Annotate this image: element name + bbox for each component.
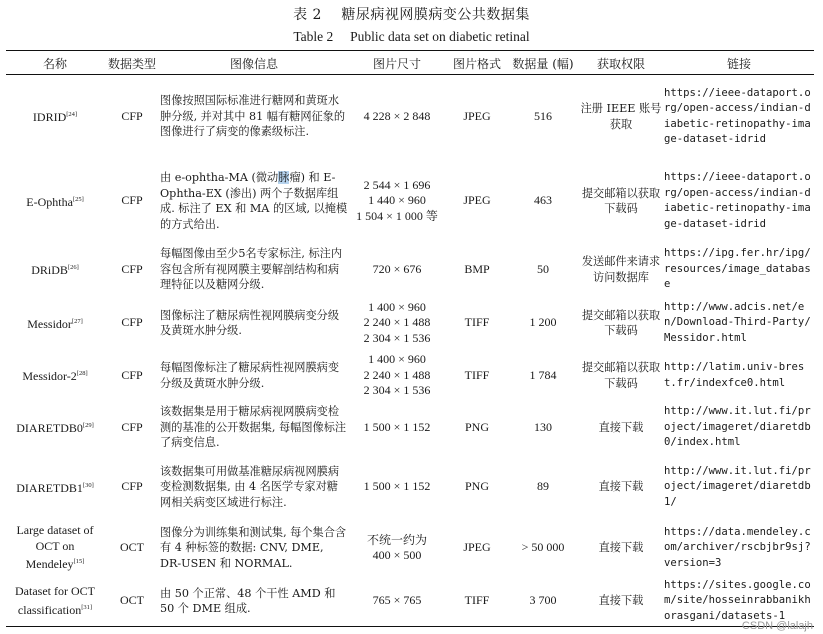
dataset-link[interactable]: https://data.mendeley.com/archiver/rscbjbr9sj?version=3 xyxy=(664,525,811,569)
dataset-link[interactable]: https://ieee-dataport.org/open-access/indian-diabetic-retinopathy-image-dataset-idrid xyxy=(664,86,811,145)
dataset-name-cell xyxy=(6,243,104,296)
reference-marker[interactable]: [27] xyxy=(71,317,83,325)
size-line: 1 500 × 1 152 xyxy=(363,419,431,434)
table-row xyxy=(6,401,814,454)
image-format: JPEG xyxy=(463,540,491,555)
data-type: CFP xyxy=(121,367,143,382)
access-permission: 注册 IEEE 账号获取 xyxy=(580,102,662,131)
size-line: 2 304 × 1 536 xyxy=(363,383,431,398)
dataset-name: Messidor-2 xyxy=(22,369,77,384)
dataset-name-cell xyxy=(6,576,104,626)
image-info: 图像标注了糖尿病性视网膜病变分级及黄斑水肿分级. xyxy=(160,308,340,337)
image-size xyxy=(348,350,446,401)
image-info: 每幅图像标注了糖尿病性视网膜病变分级及黄斑水肿分级. xyxy=(160,361,340,390)
access-permission: 直接下载 xyxy=(598,541,644,555)
dataset-name: DIARETDB1 xyxy=(16,480,83,495)
image-count: 516 xyxy=(534,108,552,123)
image-size xyxy=(348,401,446,454)
access-permission: 发送邮件来请求访问数据库 xyxy=(581,255,661,284)
size-line: 不统一约为 xyxy=(366,532,427,547)
image-format: TIFF xyxy=(464,367,490,382)
header-type: 数据类型 xyxy=(107,56,156,71)
dataset-link[interactable]: http://www.it.lut.fi/project/imageret/diaretdb0/index.html xyxy=(664,405,811,449)
data-type: CFP xyxy=(121,315,143,330)
size-line: 1 400 × 960 xyxy=(368,299,426,314)
image-info: 该数据集可用做基准糖尿病视网膜病变检测数据集, 由 4 名医学专家对糖网相关病变区域进行标注. xyxy=(160,464,340,509)
dataset-table xyxy=(6,52,814,626)
info-text: 由 e-ophtha-MA (微动 xyxy=(160,171,279,184)
access-permission: 直接下载 xyxy=(598,420,644,434)
size-line: 1 400 × 960 xyxy=(368,352,426,367)
image-size xyxy=(348,520,446,576)
reference-marker[interactable]: [29] xyxy=(82,422,94,430)
size-line: 1 440 × 960 xyxy=(368,193,426,208)
table-row xyxy=(6,243,814,296)
header-rule xyxy=(6,74,814,75)
access-permission: 提交邮箱以获取下载码 xyxy=(581,361,661,390)
data-type: CFP xyxy=(121,193,143,208)
image-size xyxy=(348,576,446,626)
image-format: JPEG xyxy=(463,193,491,208)
table-row xyxy=(6,159,814,243)
image-count: 3 700 xyxy=(529,593,557,608)
header-name: 名称 xyxy=(42,56,67,71)
dataset-name-cell xyxy=(6,350,104,401)
size-line: 2 240 × 1 488 xyxy=(363,367,431,382)
image-count: 130 xyxy=(534,419,552,434)
size-line: 1 500 × 1 152 xyxy=(363,479,431,494)
image-info: 图像按照国际标准进行糖网和黄斑水肿分级, 并对其中 81 幅有糖网征象的图像进行了病变的像素级标注. xyxy=(160,94,346,139)
info-text: 瘤) 和 E-Ophtha-EX (渗出) 两个子数据库组成. 标注了 EX 和 MA 的区域, 以掩模的方式给出. xyxy=(160,171,348,231)
dataset-name: Messidor xyxy=(27,316,72,331)
size-line: 400 × 500 xyxy=(372,548,422,562)
image-size xyxy=(348,454,446,520)
table-row xyxy=(6,454,814,520)
header-info: 图像信息 xyxy=(229,56,278,71)
image-info: 该数据集是用于糖尿病视网膜病变检测的基准的公开数据集, 每幅图像标注了病变信息. xyxy=(160,405,347,450)
image-info: 由 50 个正常、48 个干性 AMD 和 50 个 DME 组成. xyxy=(160,586,336,615)
header-link: 链接 xyxy=(726,56,751,71)
dataset-name: DIARETDB0 xyxy=(16,421,83,436)
reference-marker[interactable]: [24] xyxy=(66,111,78,119)
size-line: 720 × 676 xyxy=(372,261,422,276)
dataset-name-cell xyxy=(6,520,104,576)
header-row xyxy=(6,52,814,74)
size-line: 2 240 × 1 488 xyxy=(363,315,431,330)
dataset-name: Dataset for OCT classification xyxy=(15,584,95,617)
reference-marker[interactable]: [31] xyxy=(81,603,93,611)
header-size: 图片尺寸 xyxy=(372,56,421,71)
access-permission: 提交邮箱以获取下载码 xyxy=(581,308,661,337)
data-type: CFP xyxy=(121,419,143,434)
header-access: 获取权限 xyxy=(596,56,645,71)
dataset-name: Large dataset of OCT on Mendeley xyxy=(16,523,94,572)
selected-text-highlight[interactable]: 脉 xyxy=(278,171,290,184)
image-count: 89 xyxy=(537,479,549,494)
data-type: CFP xyxy=(121,261,143,276)
reference-marker[interactable]: [30] xyxy=(82,481,94,489)
dataset-link[interactable]: https://sites.google.com/site/hosseinrabbanikhorasgani/datasets-1 xyxy=(664,578,811,622)
image-size xyxy=(348,296,446,350)
image-format: TIFF xyxy=(464,315,490,330)
dataset-name-cell xyxy=(6,159,104,243)
image-format: PNG xyxy=(464,419,489,434)
dataset-link[interactable]: http://latim.univ-brest.fr/indexfce0.html xyxy=(664,361,805,389)
header-format: 图片格式 xyxy=(452,56,501,71)
table-caption-english: Table 2 Public data set on diabetic retinal xyxy=(293,29,530,44)
image-format: JPEG xyxy=(463,108,491,123)
table-row xyxy=(6,296,814,350)
access-permission: 提交邮箱以获取下载码 xyxy=(581,186,661,215)
image-count: 1 784 xyxy=(529,367,557,382)
dataset-name-cell xyxy=(6,454,104,520)
data-type: CFP xyxy=(121,479,143,494)
size-line: 2 544 × 1 696 xyxy=(363,177,431,192)
data-type: OCT xyxy=(120,593,144,608)
image-format: TIFF xyxy=(464,593,490,608)
table-row xyxy=(6,74,814,159)
table-caption-chinese: 表 2 糖尿病视网膜病变公共数据集 xyxy=(293,7,530,23)
image-format: BMP xyxy=(464,261,490,276)
dataset-name-cell xyxy=(6,296,104,350)
image-format: PNG xyxy=(464,479,489,494)
image-count: > 50 000 xyxy=(521,540,565,555)
table-row xyxy=(6,350,814,401)
size-line: 4 228 × 2 848 xyxy=(363,108,431,123)
dataset-name-cell xyxy=(6,74,104,159)
bottom-rule xyxy=(6,626,814,627)
image-count: 50 xyxy=(537,261,549,276)
image-info: 每幅图像由至少5名专家标注, 标注内容包含所有视网膜主要解剖结构和病理特征以及糖网分级. xyxy=(160,247,343,292)
dataset-name: DRiDB xyxy=(31,263,68,278)
dataset-link[interactable]: http://www.it.lut.fi/project/imageret/diaretdb1/ xyxy=(664,464,811,508)
access-permission: 直接下载 xyxy=(598,480,644,494)
image-size xyxy=(348,243,446,296)
dataset-link[interactable]: http://www.adcis.net/en/Download-Third-Party/Messidor.html xyxy=(664,300,811,344)
image-count: 463 xyxy=(534,193,552,208)
header-count: 数据量 (幅) xyxy=(512,56,574,71)
data-type: OCT xyxy=(120,540,144,555)
reference-marker[interactable]: [15] xyxy=(73,558,85,566)
image-info xyxy=(160,159,348,243)
dataset-name: IDRID xyxy=(32,110,67,125)
table-row xyxy=(6,576,814,626)
reference-marker[interactable]: [25] xyxy=(72,195,84,203)
data-type: CFP xyxy=(121,108,143,123)
watermark: CSDN @lalajh xyxy=(741,620,813,632)
table-row xyxy=(6,520,814,576)
dataset-link[interactable]: https://ieee-dataport.org/open-access/indian-diabetic-retinopathy-image-dataset-idrid xyxy=(664,171,811,230)
image-info: 图像分为训练集和测试集, 每个集合含有 4 种标签的数据: CNV, DME, DR-USEN 和 NORMAL. xyxy=(160,525,347,570)
image-count: 1 200 xyxy=(529,315,557,330)
access-permission: 直接下载 xyxy=(598,594,644,608)
image-size xyxy=(348,159,446,243)
size-line: 765 × 765 xyxy=(372,593,422,608)
reference-marker[interactable]: [26] xyxy=(67,264,79,272)
dataset-name-cell xyxy=(6,401,104,454)
reference-marker[interactable]: [28] xyxy=(76,370,88,378)
size-line: 2 304 × 1 536 xyxy=(363,330,431,345)
image-size xyxy=(348,74,446,159)
dataset-link[interactable]: https://ipg.fer.hr/ipg/resources/image_database xyxy=(664,247,811,291)
size-line: 1 504 × 1 000 等 xyxy=(356,208,438,223)
dataset-name: E-Ophtha xyxy=(26,194,73,209)
